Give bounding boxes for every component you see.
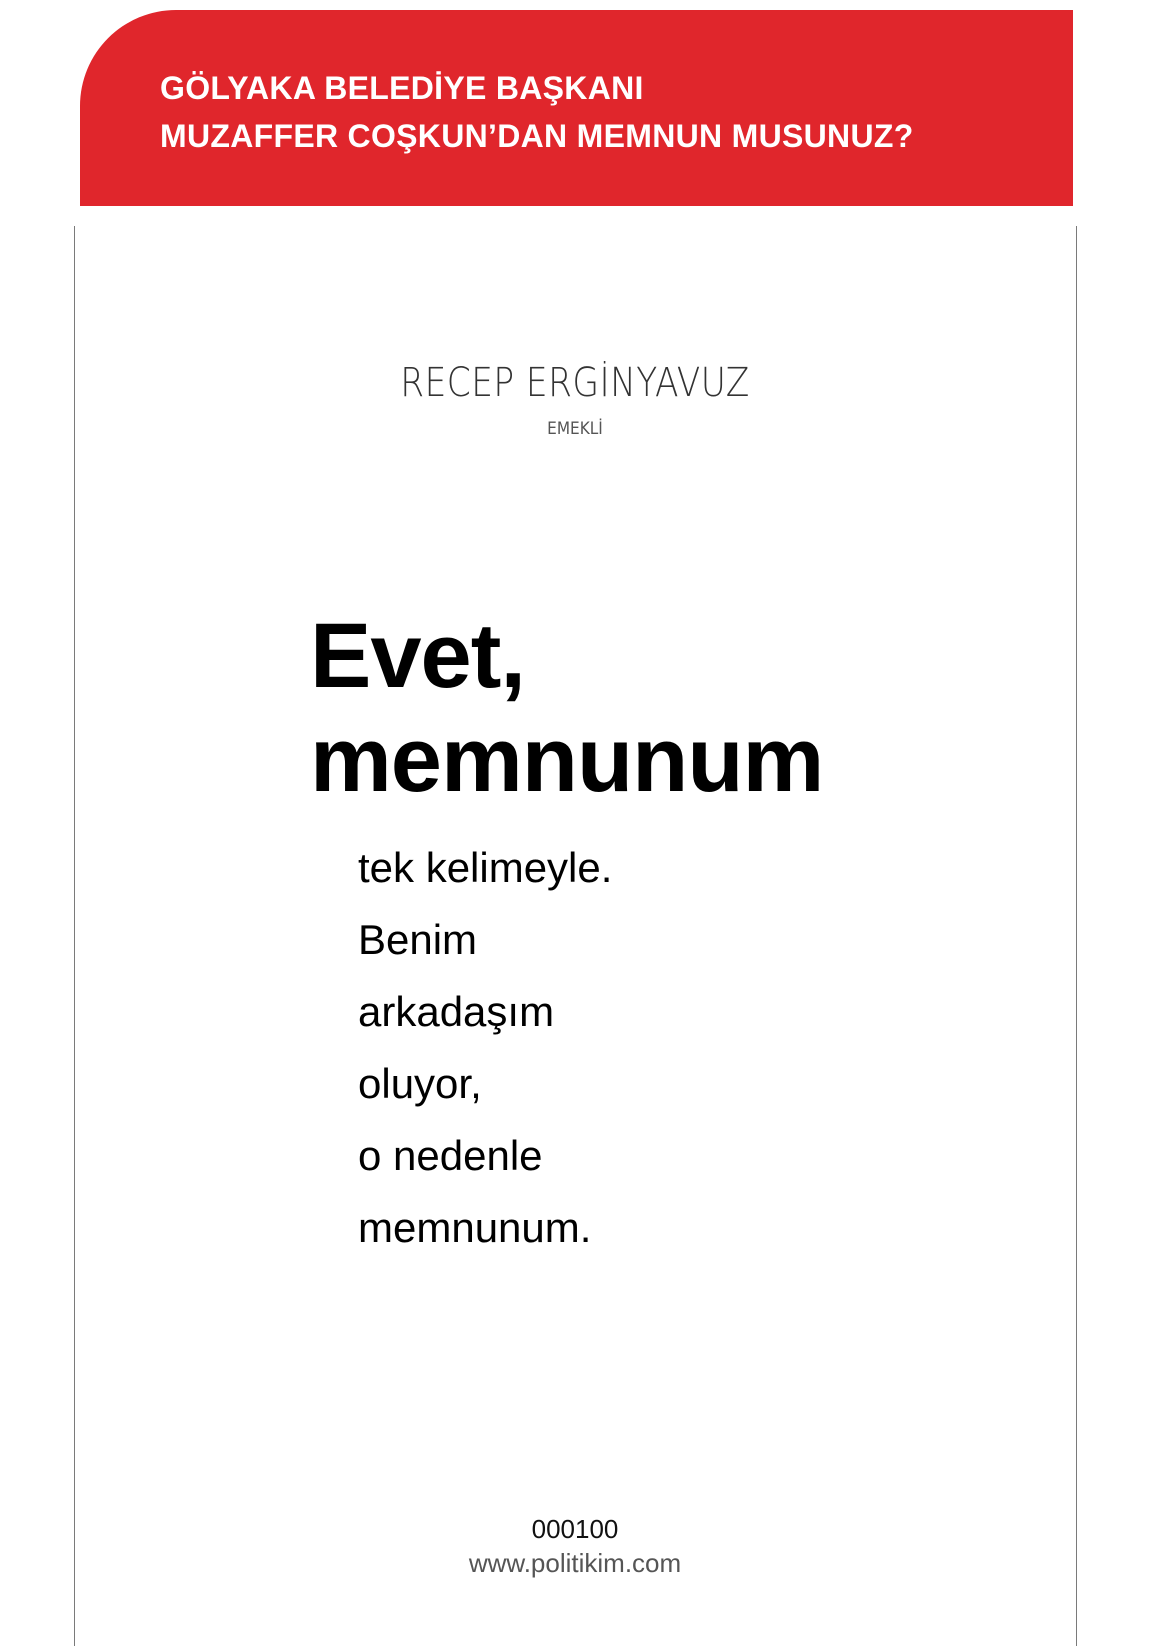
right-frame-line	[1076, 226, 1077, 1646]
person-role: EMEKLİ	[547, 419, 603, 439]
answer-body-line: oluyor,	[358, 1060, 482, 1107]
answer-headline	[310, 604, 823, 812]
answer-body-line: arkadaşım	[358, 988, 555, 1035]
footer-website-link[interactable]: www.politikim.com	[468, 1548, 682, 1578]
answer-body-line: Benim	[358, 916, 478, 963]
header-banner	[80, 10, 1073, 206]
answer-body-line: tek kelimeyle.	[358, 844, 613, 891]
header-title-line-1: GÖLYAKA BELEDİYE BAŞKANI	[160, 70, 644, 106]
header-title-line-2: MUZAFFER COŞKUN’DAN MEMNUN MUSUNUZ?	[160, 118, 914, 154]
left-frame-line	[74, 226, 75, 1646]
answer-headline-line: memnunum	[310, 709, 824, 811]
answer-body-line: o nedenle	[358, 1132, 543, 1179]
person-name: RECEP ERGİNYAVUZ	[400, 360, 750, 406]
answer-body-line: memnunum.	[358, 1204, 592, 1251]
answer-headline-line: Evet,	[310, 605, 525, 707]
answer-body	[358, 832, 612, 1264]
footer-code: 000100	[531, 1514, 619, 1544]
